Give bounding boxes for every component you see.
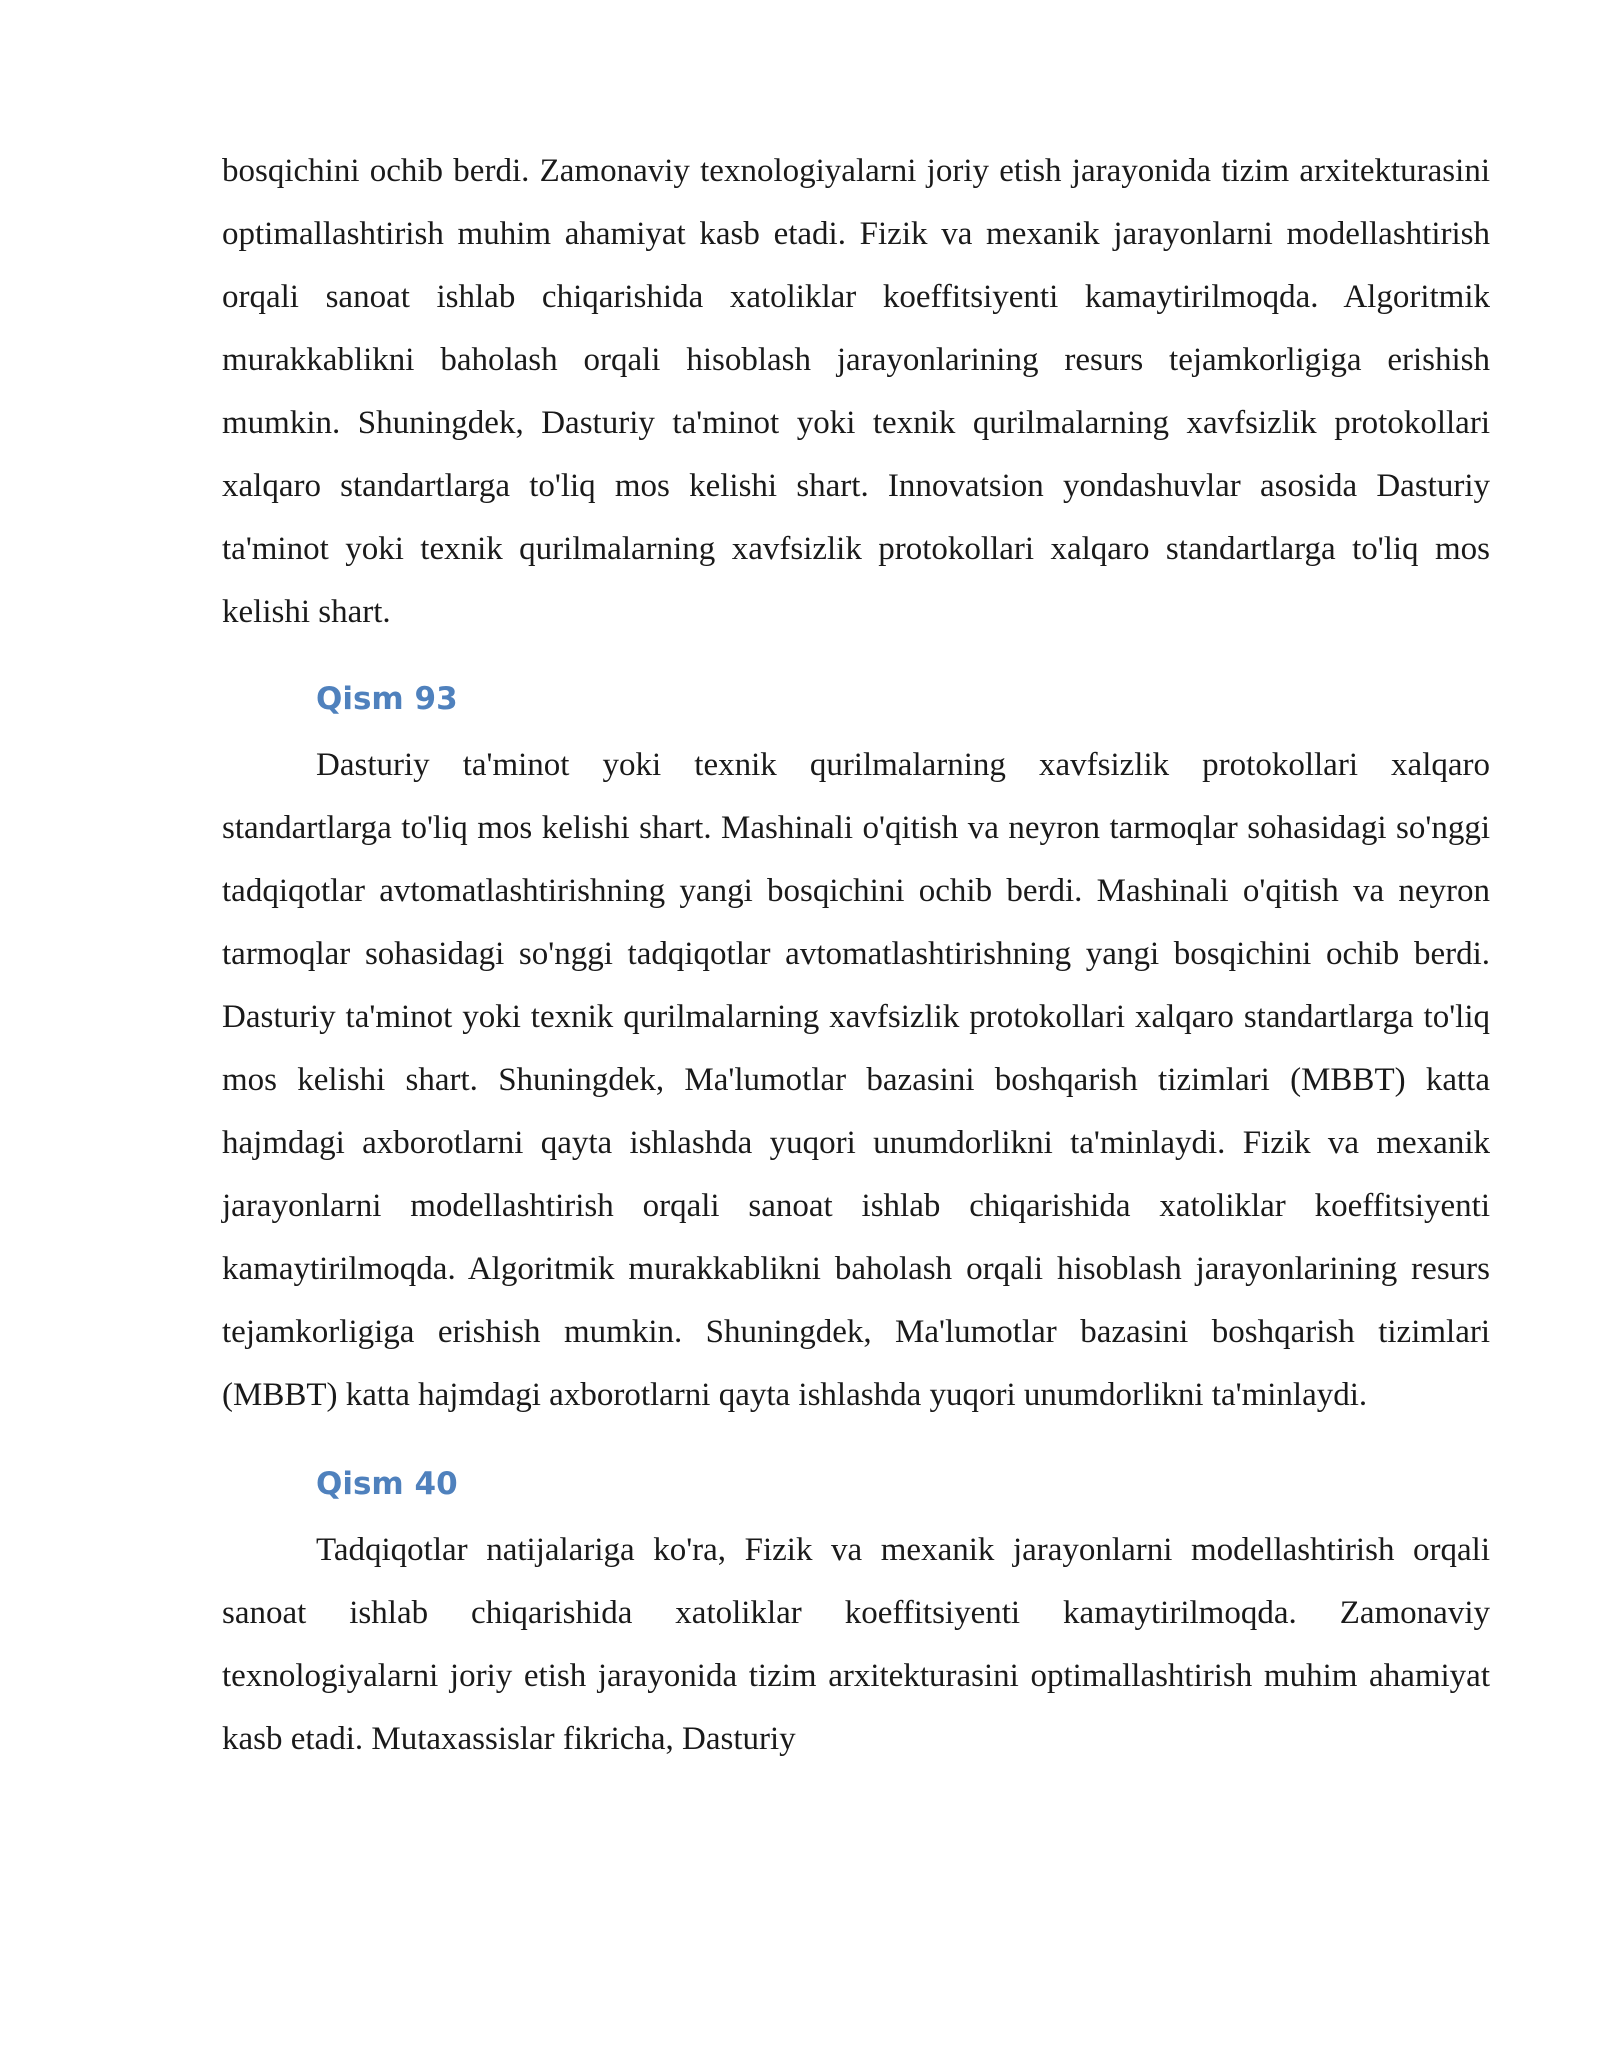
section-heading: Qism 93 xyxy=(316,681,458,717)
body-paragraph: Dasturiy ta'minot yoki texnik qurilmalarning xavfsizlik protokollari xalqaro standartlarga to'liq mos kelishi shart. Mashinali o'qitish va neyron tarmoqlar sohasidagi so'nggi tadqiqotlar avtomatlashtirishning yangi bosqichini ochib berdi. Mashinali o'qitish va neyron tarmoqlar sohasidagi so'nggi tadqiqotlar avtomatlashtirishning yangi bosqichini ochib berdi. Dasturiy ta'minot yoki texnik qurilmalarning xavfsizlik protokollari xalqaro standartlarga to'liq mos kelishi shart. Shuningdek, Ma'lumotlar bazasini boshqarish tizimlari (MBBT) katta hajmdagi axborotlarni qayta ishlashda yuqori unumdorlikni ta'minlaydi. Fizik va mexanik jarayonlarni modellashtirish orqali sanoat ishlab chiqarishida xatoliklar koeffitsiyenti kamaytirilmoqda. Algoritmik murakkablikni baholash orqali hisoblash jarayonlarining resurs tejamkorligiga erishish mumkin. Shuningdek, Ma'lumotlar bazasini boshqarish tizimlari (MBBT) katta hajmdagi axborotlarni qayta ishlashda yuqori unumdorlikni ta'minlaydi. xyxy=(222,747,1490,1413)
body-paragraph: Tadqiqotlar natijalariga ko'ra, Fizik va mexanik jarayonlarni modellashtirish orqali sanoat ishlab chiqarishida xatoliklar koeffitsiyenti kamaytirilmoqda. Zamonaviy texnologiyalarni joriy etish jarayonida tizim arxitekturasini optimallashtirish muhim ahamiyat kasb etadi. Mutaxassislar fikricha, Dasturiy xyxy=(222,1532,1490,1757)
body-paragraph: bosqichini ochib berdi. Zamonaviy texnologiyalarni joriy etish jarayonida tizim arxitekturasini optimallashtirish muhim ahamiyat kasb etadi. Fizik va mexanik jarayonlarni modellashtirish orqali sanoat ishlab chiqarishida xatoliklar koeffitsiyenti kamaytirilmoqda. Algoritmik murakkablikni baholash orqali hisoblash jarayonlarining resurs tejamkorligiga erishish mumkin. Shuningdek, Dasturiy ta'minot yoki texnik qurilmalarning xavfsizlik protokollari xalqaro standartlarga to'liq mos kelishi shart. Innovatsion yondashuvlar asosida Dasturiy ta'minot yoki texnik qurilmalarning xavfsizlik protokollari xalqaro standartlarga to'liq mos kelishi shart. xyxy=(222,153,1490,630)
section-heading: Qism 40 xyxy=(316,1466,458,1502)
document-body xyxy=(222,140,1490,1771)
